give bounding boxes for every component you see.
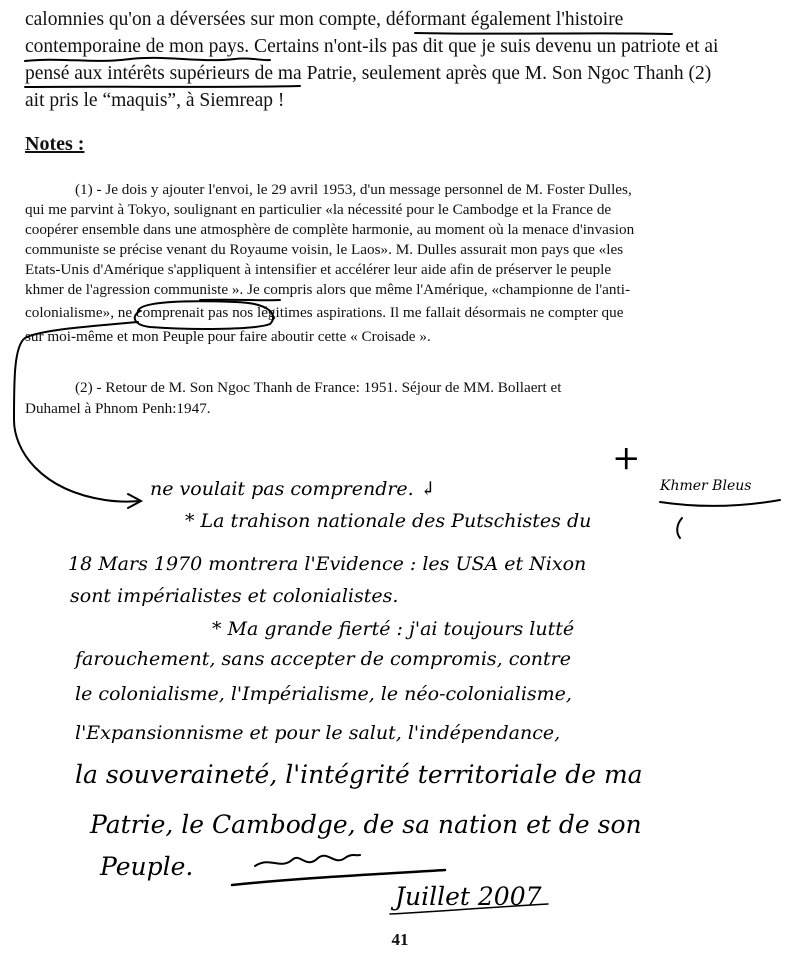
signature (255, 855, 360, 866)
handwritten-line-10: Peuple. (100, 852, 194, 881)
underline-histoire (415, 33, 672, 34)
bracket-du (677, 518, 682, 538)
note-1-line-4: communiste se précise venant du Royaume voisin, le Laos». M. Dulles assurait mon pays que «les (25, 241, 624, 258)
handwritten-line-1: * La trahison nationale des Putschistes du (185, 510, 592, 532)
handwritten-line-5: farouchement, sans accepter de compromis, contre (75, 648, 572, 670)
note-2-line-1: (2) - Retour de M. Son Ngoc Thanh de France: 1951. Séjour de MM. Bollaert et (75, 379, 562, 396)
body-line-4: ait pris le “maquis”, à Siemreap ! (25, 90, 285, 111)
handwritten-line-6: le colonialisme, l'Impérialisme, le néo-colonialisme, (75, 683, 572, 705)
note-1-line-8: sur moi-même et mon Peuple pour faire aboutir cette « Croisade ». (25, 328, 431, 345)
handwritten-line-3: sont impérialistes et colonialistes. (70, 585, 399, 607)
note-1-line-1: (1) - Je dois y ajouter l'envoi, le 29 avril 1953, d'un message personnel de M. Foster Dulles, (75, 181, 632, 198)
note-2-line-2: Duhamel à Phnom Penh:1947. (25, 400, 211, 417)
note-1-line-2: qui me parvint à Tokyo, soulignant en particulier «la nécessité pour le Cambodge et la France de (25, 201, 612, 218)
handwritten-line-4: * Ma grande fierté : j'ai toujours lutté (212, 618, 575, 640)
handwritten-line-7: l'Expansionnisme et pour le salut, l'indépendance, (75, 722, 561, 744)
handwritten-insert-line: ne voulait pas comprendre. ↲ (150, 478, 436, 500)
notes-heading: Notes : (25, 133, 85, 155)
underline-communiste (200, 300, 280, 301)
body-line-1: calomnies qu'on a déversées sur mon compte, déformant également l'histoire (25, 9, 624, 30)
handwritten-line-2: 18 Mars 1970 montrera l'Evidence : les USA et Nixon (68, 553, 587, 575)
underline-margin-note (660, 500, 780, 506)
underline-interets (25, 86, 300, 87)
note-1-line-3: coopérer ensemble dans une atmosphère de complète harmonie, au moment où la menace d'invasion (25, 221, 635, 238)
body-line-2: contemporaine de mon pays. Certains n'ont-ils pas dit que je suis devenu un patriote et ai (25, 36, 719, 57)
handwritten-line-9: Patrie, le Cambodge, de sa nation et de son (90, 810, 642, 839)
handwritten-plus-mark: + (612, 438, 641, 478)
note-1-line-6: khmer de l'agression communiste ». Je compris alors que même l'Amérique, «championne de l'anti- (25, 281, 631, 298)
handwritten-margin-note: Khmer Bleus (660, 478, 752, 494)
body-line-3: pensé aux intérêts supérieurs de ma Patrie, seulement après que M. Son Ngoc Thanh (2) (25, 63, 712, 84)
note-1-line-5: Etats-Unis d'Amérique s'appliquent à intensifier et accélérer leur aide afin de préserver le peuple (25, 261, 612, 278)
underline-pays (25, 58, 270, 61)
handwritten-line-8: la souveraineté, l'intégrité territoriale de ma (75, 760, 643, 789)
handwritten-date: Juillet 2007 (395, 882, 542, 911)
arrowhead (128, 494, 141, 508)
note-1-line-7: colonialisme», ne comprenait pas nos légitimes aspirations. Il me fallait désormais ne compter que (25, 304, 624, 321)
page-number: 41 (391, 930, 409, 949)
